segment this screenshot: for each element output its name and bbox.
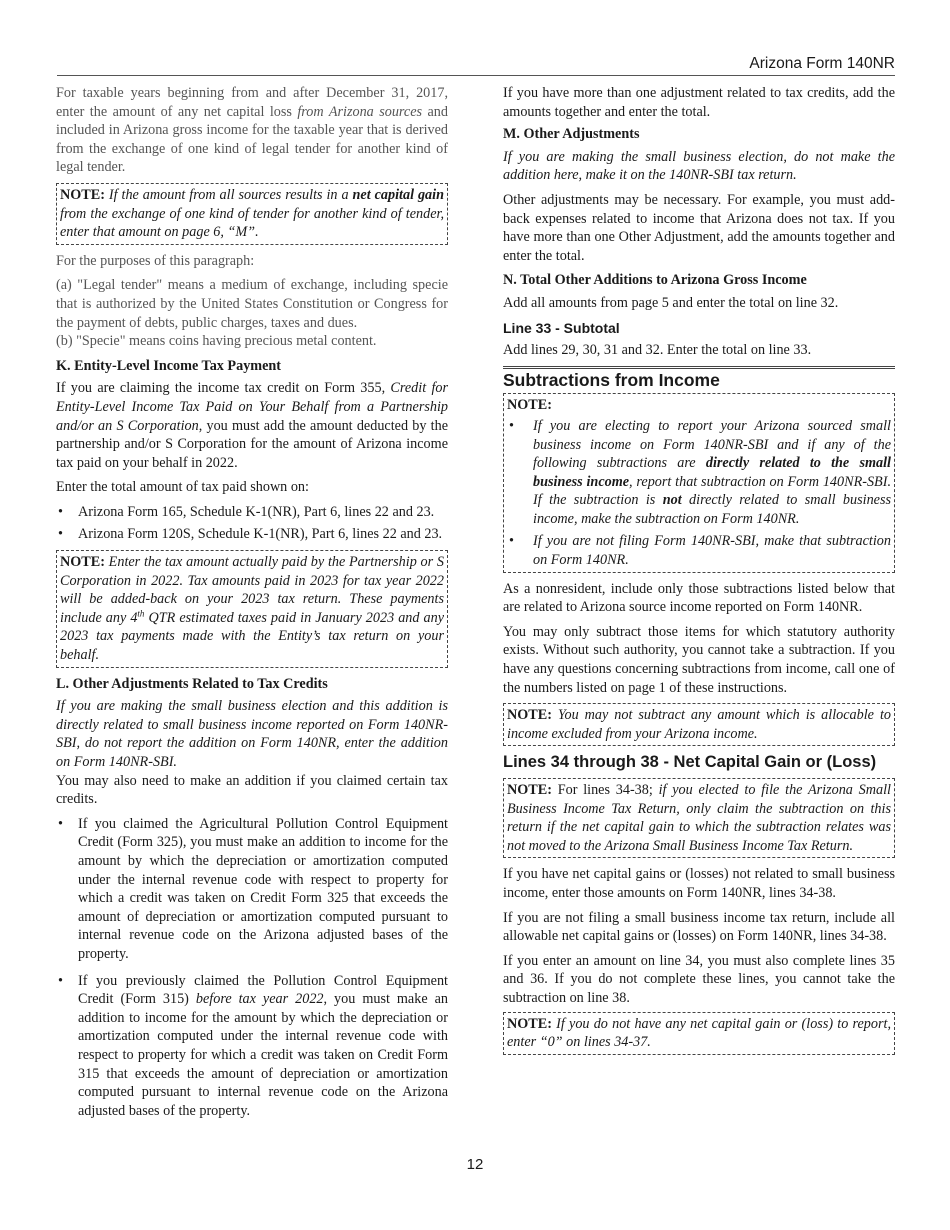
section-heading-k: K. Entity-Level Income Tax Payment [56,357,282,374]
other-adjustments-paragraph: Other adjustments may be necessary. For example, you must add-back expenses related to income that Arizona does not tax. If you have more than one Other Adjustment, add the amounts together and enter the total. [503,191,895,264]
subtractions-heading: Subtractions from Income [503,369,720,390]
note-label: NOTE: [60,554,105,571]
header-rule [57,75,895,76]
note-box-subtractions [503,393,895,572]
small-business-paragraph: If you are making the small business election and this addition is directly related to small business income reported on Form 140NR-SBI, do not report the addition on Form 140NR, enter the addition on Form 140NR-SBI. [56,698,448,770]
list-item: • Arizona Form 165, Schedule K-1(NR), Part 6, lines 22 and 23. [58,503,435,520]
text-run: For taxable years beginning from and after December 31, 2017, enter the amount of any net capital loss [56,85,448,120]
capital-gains-paragraph-3: If you enter an amount on line 34, you must also complete lines 35 and 36. If you do not complete these lines, you cannot take the subtraction on line 38. [503,952,895,1006]
bullet-icon: • [509,533,514,550]
enter-total-paragraph: Enter the total amount of tax paid shown on: [56,479,309,496]
note-label: NOTE: [507,782,552,798]
nonresident-paragraph: As a nonresident, include only those subtractions listed below that are related to Arizona source income reported on Form 140NR. [503,580,895,616]
note-label: NOTE: [507,1015,552,1032]
right-column [503,84,895,1062]
legal-tender-paragraph [56,84,448,177]
definition-legal-tender: (a) "Legal tender" means a medium of exchange, including specie that is authorized by the United States Constitution or Congress for the payment of debts, public charges, taxes and dues. [56,277,448,331]
note-label: NOTE: [60,186,105,203]
note-label: NOTE: [507,397,552,414]
adjustments-total-paragraph: If you have more than one adjustment related to tax credits, add the amounts together and enter the total. [503,85,895,120]
list-item: • If you previously claimed the Pollution Control Equipment Credit (Form 315) before tax year 2022, you must make an addition to income for the amount by which the depreciation or amortization computed under the internal revenue code with respect to property for which a credit was taken on Credit Form 315 that exceeds the amount of depreciation or amortization computed pursuant to internal revenue code on the Arizona adjusted bases of the property. [58,972,449,1119]
tax-credits-paragraph: You may also need to make an addition if you claimed certain tax credits. [56,772,448,808]
note-box-small-business: NOTE: For lines 34-38; if you elected to file the Arizona Small Business Income Tax Return, only claim the subtraction on this return if the net capital gain to which the subtraction relates was not moved to the Arizona Small Business Income Tax Return. [503,778,895,858]
section-heading-n: N. Total Other Additions to Arizona Gross Income [503,272,807,289]
note-box-allocable: NOTE: You may not subtract any amount which is allocable to income excluded from your Arizona income. [503,703,895,746]
section-heading-l: L. Other Adjustments Related to Tax Credits [56,675,328,692]
total-additions-paragraph: Add all amounts from page 5 and enter the total on line 32. [503,294,839,311]
text-run-italic: If the amount from all sources results in a [104,186,353,203]
entity-level-paragraph [56,379,448,472]
form-title: Arizona Form 140NR [749,55,895,72]
purposes-paragraph: For the purposes of this paragraph: [56,252,255,269]
definition-specie: (b) "Specie" means coins having precious metal content. [56,333,377,350]
other-adjustments-italic: If you are making the small business election, do not make the addition here, make it on the 140NR-SBI tax return. [503,148,895,184]
text-run: If you are claiming the income tax credit on Form 355, [56,380,391,397]
subtractions-section-header [503,366,895,390]
capital-gains-paragraph-1: If you have net capital gains or (losses) not related to small business income, enter those amounts on Form 140NR, lines 34-38. [503,866,895,901]
line-33-paragraph: Add lines 29, 30, 31 and 32. Enter the total on line 33. [503,342,812,359]
text-run-italic: from the exchange of one kind of tender for another kind of tender, enter that amount on page 6, “M”. [60,205,444,241]
page-number: 12 [466,1156,484,1173]
text-run-italic: from Arizona sources [297,103,423,120]
text-run-bold-italic: net capital gain [352,186,444,203]
note-box-capital-gain [56,183,448,245]
lines-34-38-heading: Lines 34 through 38 - Net Capital Gain or (Loss) [503,753,877,772]
line-33-heading: Line 33 - Subtotal [503,319,620,336]
text-run-italic: Credit for Entity-Level Income Tax Paid on Your Behalf from a Partnership and/or an S Corporation [56,380,449,434]
text-run: and included in Arizona gross income for the taxable year that is derived from the exchange of one kind of legal tender for another kind of legal tender. [56,103,448,176]
text-run: , you must add the amount deducted by the partnership and/or S Corporation for the amount of Arizona income tax paid on your behalf in 2022. [56,417,448,471]
bullet-icon: • [58,526,63,543]
note-box-zero: NOTE: If you do not have any net capital gain or (loss) to report, enter “0” on lines 34-37. [503,1012,895,1055]
k-bullet-list [56,503,448,544]
list-item: • If you are not filing Form 140NR-SBI, make that subtraction on Form 140NR. [509,533,891,569]
bullet-icon: • [58,972,63,989]
l-bullet-list [56,815,448,1121]
section-heading-m: M. Other Adjustments [503,126,640,143]
list-item: • Arizona Form 120S, Schedule K-1(NR), Part 6, lines 22 and 23. [58,526,443,543]
note-label: NOTE: [507,707,552,724]
statutory-authority-paragraph: You may only subtract those items for which statutory authority exists. Without such authority, you cannot take a subtraction. If you have any questions concerning subtractions from income, call one of the numbers listed on page 1 of these instructions. [503,623,895,696]
bullet-icon: • [509,417,514,434]
list-item: • If you are electing to report your Arizona sourced small business income on Form 140NR-SBI and if any of the following subtractions are directly related to the small business income, report that subtraction on Form 140NR-SBI. If the subtraction is not directly related to small business income, make the subtraction on Form 140NR. [509,417,891,527]
list-item: • If you claimed the Agricultural Pollution Control Equipment Credit (Form 325), you must make an addition to income for the amount by which the depreciation or amortization computed under the internal revenue code with respect to property for which a credit was taken on Credit Form 325 that exceeds the amount of depreciation or amortization computed pursuant to internal revenue code on the Arizona adjusted bases of the property. [58,815,448,962]
capital-gains-paragraph-2: If you are not filing a small business income tax return, include all allowable net capital gains or (losses) on Form 140NR, lines 34-38. [503,909,895,945]
bullet-icon: • [58,503,63,520]
note-bullet-list [507,417,891,570]
left-column [56,84,448,1126]
bullet-icon: • [58,815,63,832]
note-box-tax-paid: NOTE: Enter the tax amount actually paid by the Partnership or S Corporation in 2022. Tax amounts paid in 2023 for tax year 2022 will be added-back on your 2023 tax return. These payments include any 4th QTR estimated taxes paid in January 2023 and any 2023 tax payments made with the Entity’s tax return on your behalf. [56,550,448,668]
